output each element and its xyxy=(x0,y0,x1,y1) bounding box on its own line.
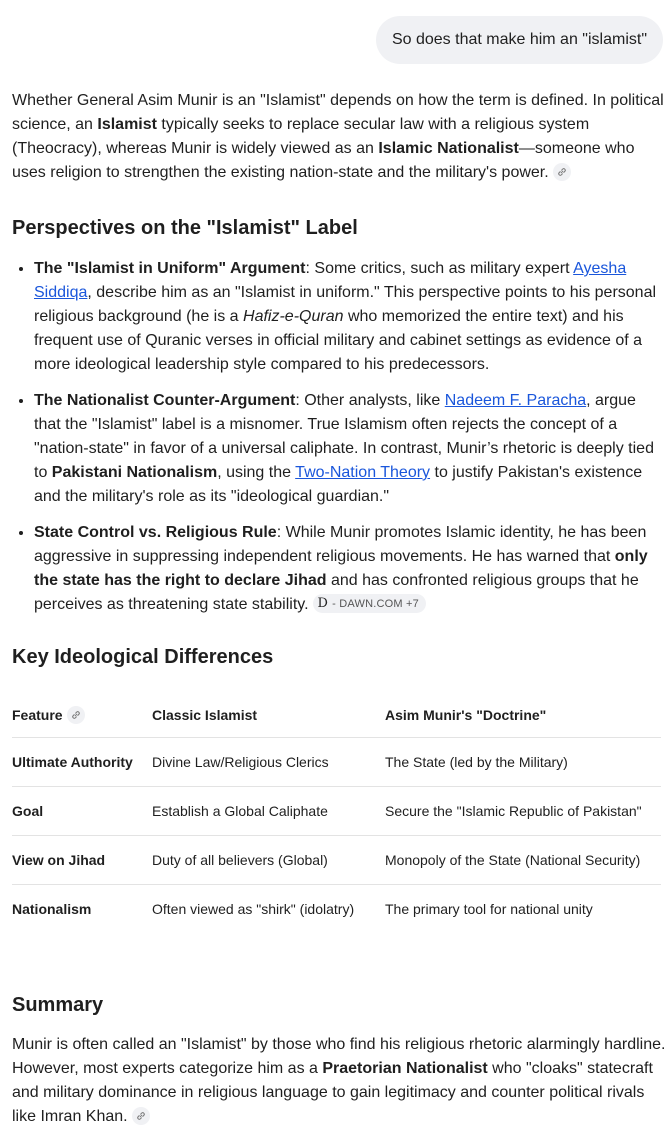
column-header-classic: Classic Islamist xyxy=(152,707,258,723)
table-header-row xyxy=(12,695,661,738)
table-cell: Ultimate Authority xyxy=(12,738,152,787)
item-title: The Nationalist Counter-Argument xyxy=(34,392,296,409)
summary-paragraph xyxy=(12,1033,667,1129)
link-icon[interactable] xyxy=(67,706,85,724)
table-cell: View on Jihad xyxy=(12,836,152,885)
table-cell: Duty of all believers (Global) xyxy=(152,836,385,885)
list-item xyxy=(34,389,667,509)
user-message-text: So does that make him an "islamist" xyxy=(391,31,647,48)
summary-bold: Praetorian Nationalist xyxy=(322,1060,488,1077)
item-text: and has confronted religious groups that he perceives as threatening state stability. xyxy=(34,572,639,613)
item-text: to justify Pakistan's existence and the military's role as its "ideological guardian." xyxy=(34,464,643,505)
differences-table xyxy=(12,695,661,933)
table-cell: Establish a Global Caliphate xyxy=(152,787,385,836)
table-cell: Goal xyxy=(12,787,152,836)
item-text: : While Munir promotes Islamic identity, he has been aggressive in suppressing independent religious movements. He has warned that xyxy=(34,524,647,565)
intro-text: —someone who uses religion to strengthen the existing nation-state and the military's power. xyxy=(12,140,635,181)
table-cell: Monopoly of the State (National Security) xyxy=(385,836,661,885)
table-cell: The State (led by the Military) xyxy=(385,738,661,787)
item-title: State Control vs. Religious Rule xyxy=(34,524,277,541)
link-icon[interactable] xyxy=(553,163,571,181)
item-text: , argue that the "Islamist" label is a misnomer. True Islamism often rejects the concept of a "nation-state" in favor of a universal caliphate. In contrast, Munir’s rhetoric is deeply tied to xyxy=(34,392,654,481)
column-header-munir: Asim Munir's "Doctrine" xyxy=(385,707,547,723)
list-item xyxy=(34,521,667,617)
summary-text: who "cloaks" statecraft and military dominance in religious language to gain legitimacy and counter political rivals like Imran Khan. xyxy=(12,1060,653,1125)
table-cell: The primary tool for national unity xyxy=(385,885,661,934)
table-row xyxy=(12,738,661,787)
source-label: - DAWN.COM +7 xyxy=(332,597,419,610)
item-italic: Hafiz-e-Quran xyxy=(243,308,344,325)
ayesha-siddiqa-link[interactable]: Ayesha Siddiqa xyxy=(34,260,627,301)
item-title: The "Islamist in Uniform" Argument xyxy=(34,260,306,277)
user-message-bubble xyxy=(376,16,663,64)
intro-bold-islamist: Islamist xyxy=(97,116,157,133)
differences-heading: Key Ideological Differences xyxy=(12,646,274,668)
table-cell: Nationalism xyxy=(12,885,152,934)
item-text: , describe him as an "Islamist in uniform." This perspective points to his personal religious background (he is a xyxy=(34,284,657,325)
summary-heading: Summary xyxy=(12,994,104,1016)
table-cell: Secure the "Islamic Republic of Pakistan" xyxy=(385,787,661,836)
perspectives-list xyxy=(12,257,667,617)
item-text: , using the xyxy=(217,464,296,481)
list-item xyxy=(34,257,667,377)
source-chip[interactable] xyxy=(313,594,426,613)
item-text: who memorized the entire text) and his frequent use of Quranic verses in official military and cabinet settings as evidence of a more ideological leadership style compared to his predecessors. xyxy=(34,308,643,373)
item-text: : Some critics, such as military expert xyxy=(305,260,574,277)
response-content xyxy=(12,89,667,1129)
table-row xyxy=(12,836,661,885)
perspectives-heading: Perspectives on the "Islamist" Label xyxy=(12,217,358,239)
link-icon[interactable] xyxy=(132,1107,150,1125)
nadeem-paracha-link[interactable]: Nadeem F. Paracha xyxy=(444,392,587,409)
summary-text: Munir is often called an "Islamist" by those who find his religious rhetoric alarmingly hardline. However, most experts categorize him as a xyxy=(12,1036,666,1077)
column-header-feature: Feature xyxy=(12,695,152,738)
item-bold: only the state has the right to declare Jihad xyxy=(34,548,648,589)
item-text: : Other analysts, like xyxy=(295,392,445,409)
intro-bold-nationalist: Islamic Nationalist xyxy=(378,140,519,157)
intro-text: typically seeks to replace secular law with a religious system (Theocracy), whereas Munir is widely viewed as an xyxy=(12,116,590,157)
table-cell: Often viewed as "shirk" (idolatry) xyxy=(152,885,385,934)
intro-text: Whether General Asim Munir is an "Islamist" depends on how the term is defined. In political science, an xyxy=(12,92,664,133)
table-row xyxy=(12,787,661,836)
intro-paragraph xyxy=(12,89,667,185)
table-row xyxy=(12,885,661,934)
two-nation-theory-link[interactable]: Two-Nation Theory xyxy=(295,464,431,481)
table-cell: Divine Law/Religious Clerics xyxy=(152,738,385,787)
item-bold: Pakistani Nationalism xyxy=(51,464,218,481)
source-icon: D xyxy=(317,595,329,611)
